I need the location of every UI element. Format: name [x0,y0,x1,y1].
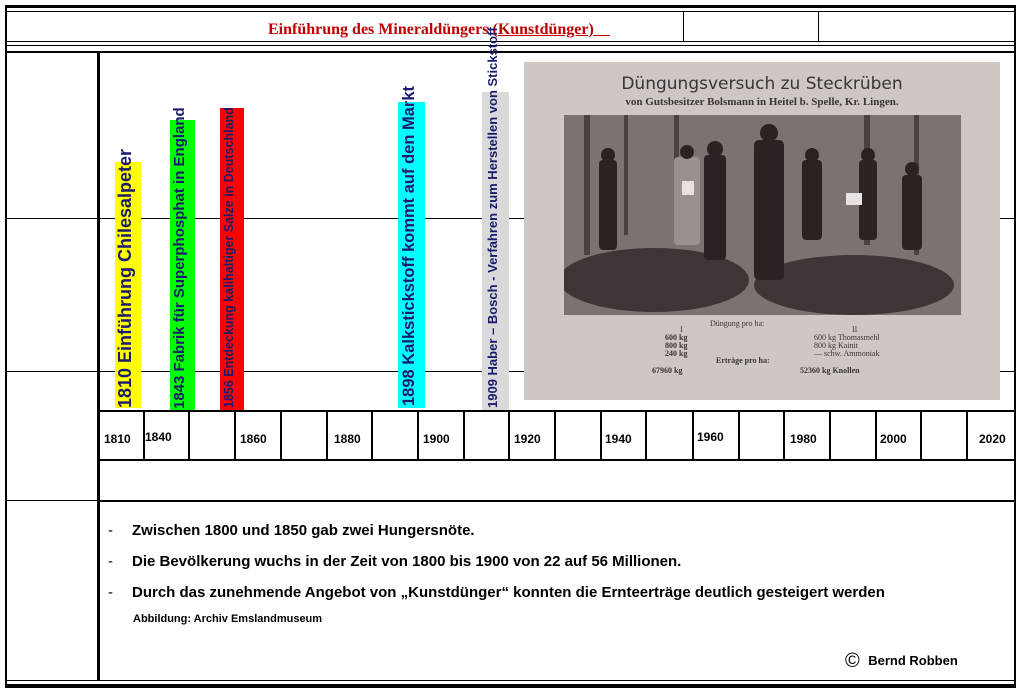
timeline-divider [920,410,922,460]
frame-top-inner [5,11,1016,12]
timeline-divider [188,410,190,460]
photo-ii-line-3: — schw. Ammoniak [814,349,880,358]
timeline-divider [554,410,556,460]
guide-line-lower-left [5,371,97,372]
page-title [268,21,610,39]
year-1940: 1940 [605,432,632,446]
note-bullet-3 [108,584,885,601]
left-column-divider [97,53,100,680]
photo-i-line-1: 600 kg [665,333,688,342]
timeline-divider [738,410,740,460]
frame-top [5,5,1016,8]
page-title-trail [594,21,610,38]
photo-i-line-2: 800 kg [665,341,688,350]
timeline-divider [280,410,282,460]
note-bullet-2 [108,553,681,570]
timeline-divider [600,410,602,460]
bullet-dash: - [108,522,113,539]
section-divider-left [5,500,97,501]
photo-col-i: I [680,325,683,334]
photo-ii-line-2: 800 kg Kainit [814,341,858,350]
year-1980: 1980 [790,432,817,446]
year-1880: 1880 [334,432,361,446]
bullet-dash: - [108,584,113,601]
year-1960: 1960 [697,430,724,444]
bullet-dash: - [108,553,113,570]
header-line-1 [5,41,1016,42]
year-2020: 2020 [979,432,1006,446]
photo-col-ii: II [852,325,858,334]
timeline-divider [783,410,785,460]
photo-title: Düngungsversuch zu Steckrüben [621,74,903,94]
photo-image [564,115,961,315]
year-1920: 1920 [514,432,541,446]
copyright [845,650,958,673]
timeline-divider [966,410,968,460]
timeline-divider [234,410,236,460]
guide-line-lower [100,371,524,372]
year-1860: 1860 [240,432,267,446]
timeline-divider [875,410,877,460]
timeline-divider [417,410,419,460]
page-title-main: Einführung des Mineraldüngers ( [268,21,498,38]
header-cell-divider-1 [683,12,684,41]
year-1810: 1810 [104,432,131,446]
guide-line-upper-left [5,218,97,219]
timeline-divider [326,410,328,460]
photo-i-line-3: 240 kg [665,349,688,358]
header-line-2 [5,45,1016,46]
photo-ii-line-1: 600 kg Thomasmehl [814,333,880,342]
timeline-divider [371,410,373,460]
photo-duengung-label: Düngung pro ha: [710,319,765,328]
header-line-3 [5,51,1016,53]
copyright-icon: © [845,650,860,672]
photo-ertrag-ii: 52360 kg Knollen [800,366,860,375]
timeline-divider [508,410,510,460]
guide-line-upper [100,218,524,219]
note-text-1: Zwischen 1800 und 1850 gab zwei Hungersnöte. [132,522,475,539]
year-1900: 1900 [423,432,450,446]
year-2000: 2000 [880,432,907,446]
frame-bottom-inner [5,680,1016,681]
guide-line-lower-right [1000,371,1014,372]
frame-left [5,5,7,688]
timeline-divider [692,410,694,460]
frame-right [1014,5,1016,688]
header-cell-divider-2 [818,12,819,41]
author-name: Bernd Robben [868,653,958,668]
archive-photo [524,62,1000,400]
frame-bottom [5,684,1016,688]
photo-ertraege-label: Erträge pro ha: [716,356,770,365]
note-bullet-1 [108,522,475,539]
page-title-underlined: Kunstdünger) [497,21,594,38]
timeline-divider [645,410,647,460]
timeline-divider [829,410,831,460]
note-text-3: Durch das zunehmende Angebot von „Kunstdünger“ konnten die Ernteerträge deutlich gesteigert werden [132,584,885,601]
photo-subtitle: von Gutsbesitzer Bolsmann in Heitel b. Spelle, Kr. Lingen. [625,96,899,108]
guide-line-upper-right [1000,218,1014,219]
note-text-2: Die Bevölkerung wuchs in der Zeit von 1800 bis 1900 von 22 auf 56 Millionen. [132,553,682,570]
timeline-divider [463,410,465,460]
photo-scene-graphic [564,115,961,315]
year-1840: 1840 [145,430,172,444]
photo-ertrag-i: 67960 kg [652,366,683,375]
image-credit: Abbildung: Archiv Emslandmuseum [133,613,323,625]
section-divider [100,500,1014,502]
